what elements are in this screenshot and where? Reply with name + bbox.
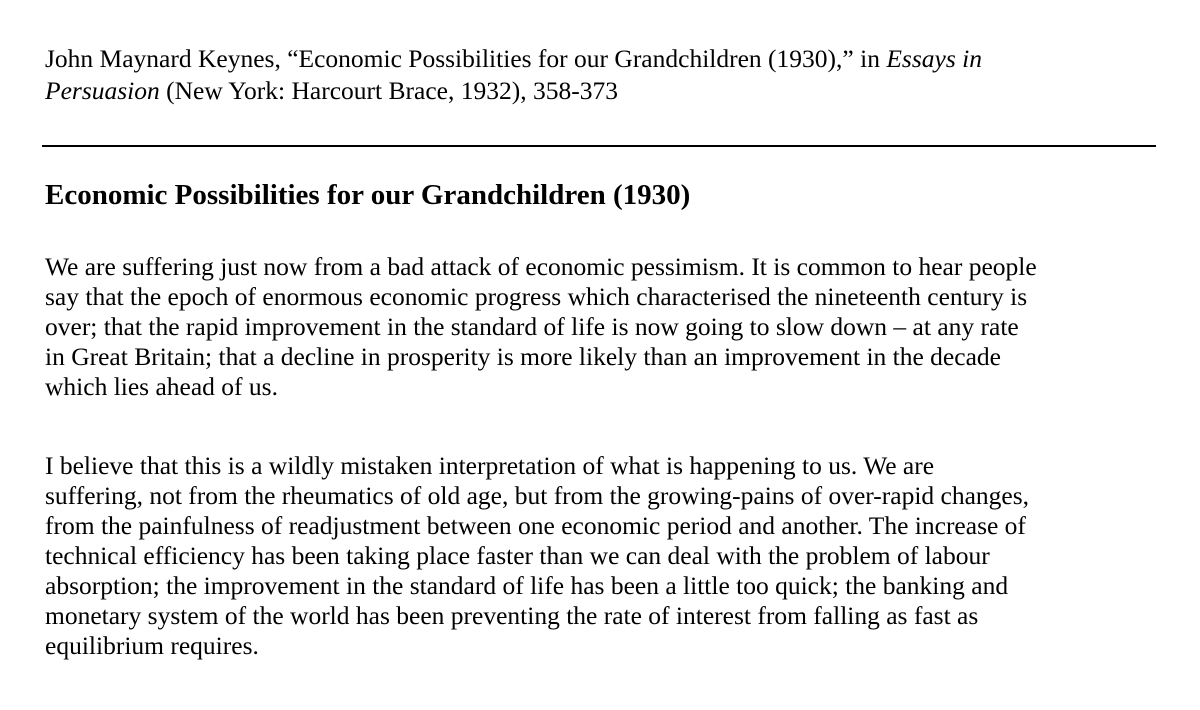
paragraph-line: in Great Britain; that a decline in prosperity is more likely than an improvement in the decade [45,342,1001,371]
paragraph-line: We are suffering just now from a bad attack of economic pessimism. It is common to hear people [45,252,1037,281]
paragraph-line: which lies ahead of us. [45,372,278,401]
citation [45,43,1155,107]
horizontal-divider [42,145,1156,147]
paragraph-line: suffering, not from the rheumatics of old age, but from the growing-pains of over-rapid changes, [45,481,1030,510]
paragraph-line: I believe that this is a wildly mistaken interpretation of what is happening to us. We are [45,451,935,480]
paragraph-line: equilibrium requires. [45,631,259,660]
paragraph-line: absorption; the improvement in the standard of life has been a little too quick; the banking and [45,571,1009,600]
paragraph-line: monetary system of the world has been preventing the rate of interest from falling as fast as [45,601,979,630]
paragraph-1 [45,252,1165,402]
paragraph-line: over; that the rapid improvement in the standard of life is now going to slow down – at any rate [45,312,1019,341]
paragraph-2 [45,451,1165,661]
citation-book-title-part-2: Persuasion [45,76,160,105]
citation-line-2 [45,75,1155,107]
citation-text: John Maynard Keynes, “Economic Possibilities for our Grandchildren (1930),” in [45,44,887,73]
paragraph-line: technical efficiency has been taking place faster than we can deal with the problem of labour [45,541,990,570]
citation-line-1 [45,43,1155,75]
paragraph-line: from the painfulness of readjustment between one economic period and another. The increase of [45,511,1026,540]
essay-title: Economic Possibilities for our Grandchildren (1930) [45,179,691,211]
citation-publication-details: (New York: Harcourt Brace, 1932), 358-373 [159,76,618,105]
citation-book-title-part-1: Essays in [886,44,982,73]
paragraph-line: say that the epoch of enormous economic progress which characterised the nineteenth century is [45,282,1028,311]
